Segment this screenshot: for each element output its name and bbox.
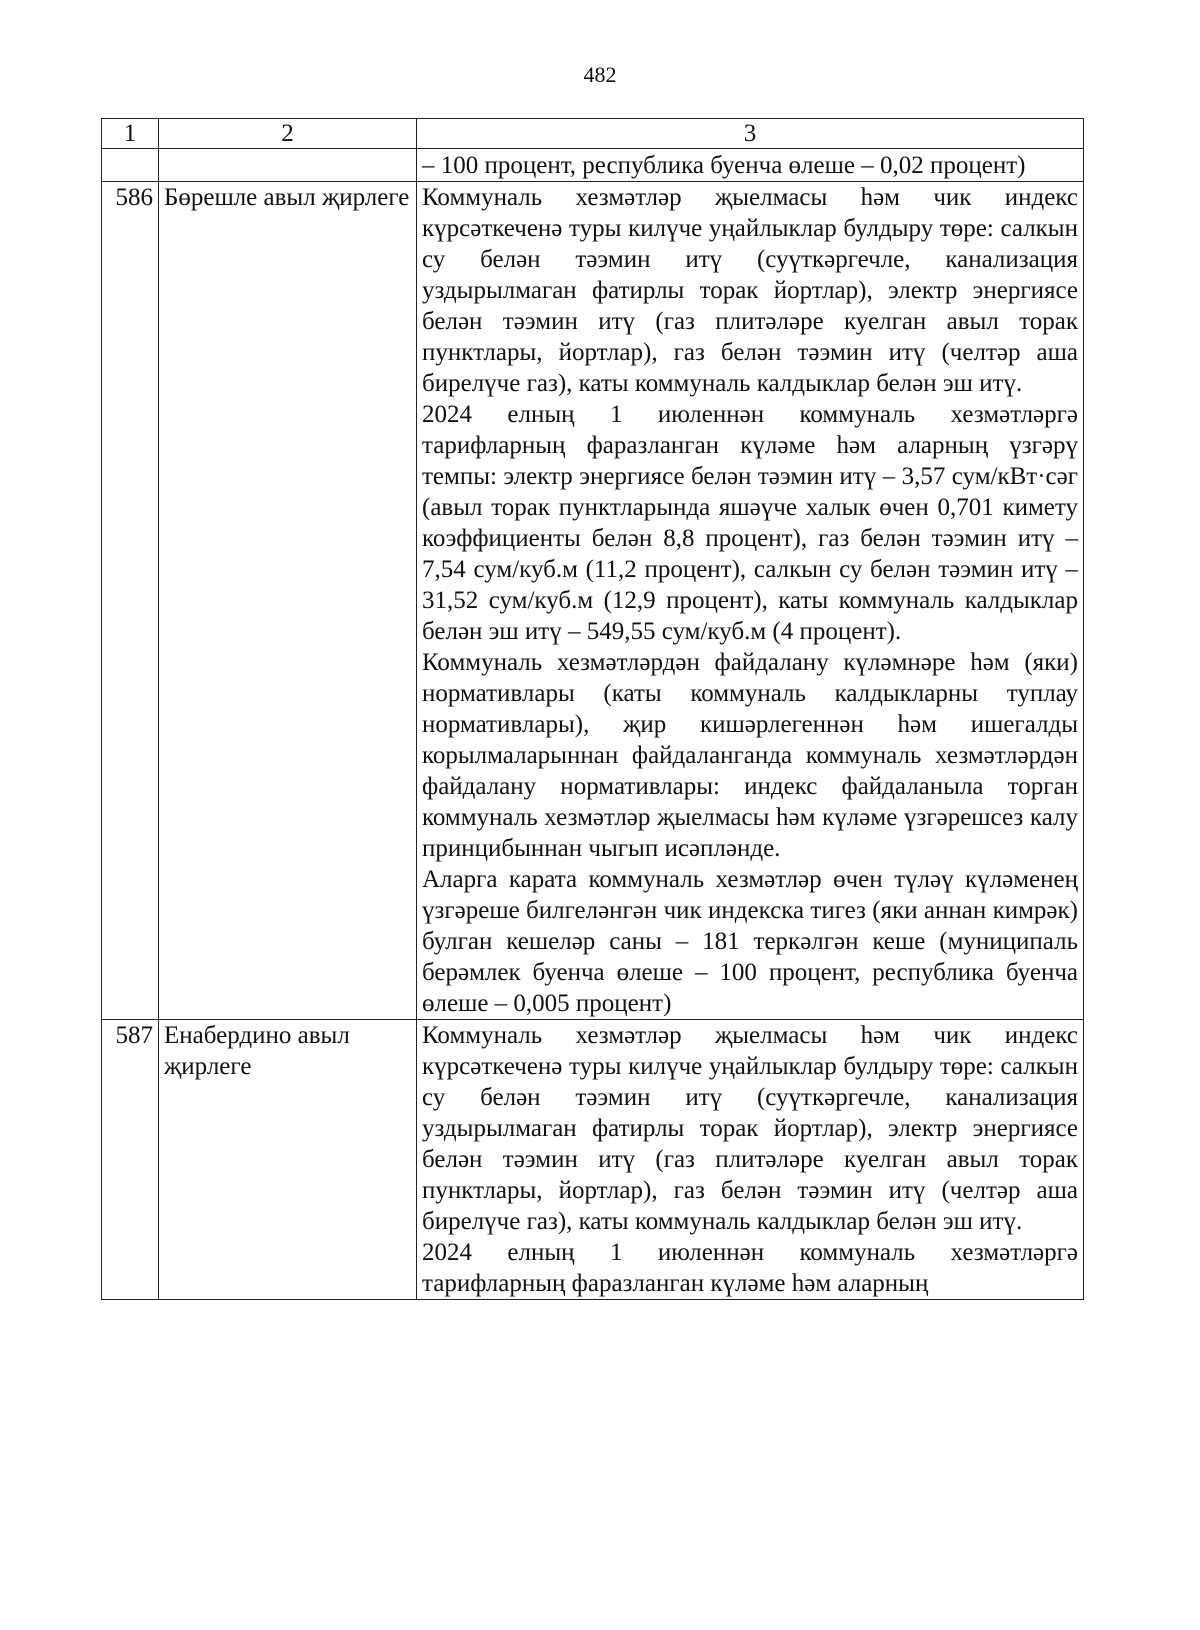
description-cell bbox=[417, 149, 1084, 182]
table-row bbox=[102, 1020, 1084, 1300]
description-paragraph: 2024 елның 1 июленнән коммуналь хезмәтләргә тарифларның фаразланган күләме һәм аларның bbox=[422, 1239, 1078, 1297]
row-number: 587 bbox=[102, 1020, 159, 1300]
settlement-name: Бөрешле авыл җирлеге bbox=[159, 182, 417, 1020]
description-paragraph: Коммуналь хезмәтләр җыелмасы һәм чик индекс күрсәткеченә туры килүче уңайлыклар булдыру төре: салкын су белән тәэмин итү (суүткәргечле, канализация уздырылмаган фатирлы торак йортлар), электр энергиясе белән тәэмин итү (газ плитәләре куелган авыл торак пунктлары, йортлар), газ белән тәэмин итү (челтәр аша бирелүче газ), каты коммуналь калдыклар белән эш итү. bbox=[422, 184, 1078, 397]
row-number bbox=[102, 149, 159, 182]
table-header-row bbox=[102, 119, 1084, 149]
table-row bbox=[102, 182, 1084, 1020]
column-header-3: 3 bbox=[417, 119, 1084, 149]
column-header-2: 2 bbox=[159, 119, 417, 149]
tariff-table bbox=[101, 118, 1084, 1300]
row-number: 586 bbox=[102, 182, 159, 1020]
description-paragraph: Коммуналь хезмәтләр җыелмасы һәм чик индекс күрсәткеченә туры килүче уңайлыклар булдыру төре: салкын су белән тәэмин итү (суүткәргечле, канализация уздырылмаган фатирлы торак йортлар), электр энергиясе белән тәэмин итү (газ плитәләре куелган авыл торак пунктлары, йортлар), газ белән тәэмин итү (челтәр аша бирелүче газ), каты коммуналь калдыклар белән эш итү. bbox=[422, 1022, 1078, 1235]
settlement-name: Енабердино авыл җирлеге bbox=[159, 1020, 417, 1300]
description-cell bbox=[417, 1020, 1084, 1300]
description-cell bbox=[417, 182, 1084, 1020]
column-header-1: 1 bbox=[102, 119, 159, 149]
description-paragraph: Коммуналь хезмәтләрдән файдалану күләмнәре һәм (яки) нормативлары (каты коммуналь калдыкларны туплау нормативлары), җир кишәрлегеннән һәм ишегалды корылмаларыннан файдаланганда коммуналь хезмәтләрдән файдалану нормативлары: индекс файдаланыла торган коммуналь хезмәтләр җыелмасы һәм күләме үзгәрешсез калу принцибыннан чыгып исәпләнде. bbox=[422, 649, 1078, 862]
settlement-name bbox=[159, 149, 417, 182]
page-number: 482 bbox=[583, 62, 617, 87]
description-paragraph: – 100 процент, республика буенча өлеше – 0,02 процент) bbox=[422, 152, 1026, 179]
table-row-continuation bbox=[102, 149, 1084, 182]
description-paragraph: 2024 елның 1 июленнән коммуналь хезмәтләргә тарифларның фаразланган күләме һәм аларның үзгәрү темпы: электр энергиясе белән тәэмин итү – 3,57 сум/кВт·сәг (авыл торак пунктларында яшәүче халык өчен 0,701 кимету коэффициенты белән 8,8 процент), газ белән тәэмин итү – 7,54 сум/куб.м (11,2 процент), салкын су белән тәэмин итү – 31,52 сум/куб.м (12,9 процент), каты коммуналь калдыклар белән эш итү – 549,55 сум/куб.м (4 процент). bbox=[422, 401, 1078, 645]
description-paragraph: Аларга карата коммуналь хезмәтләр өчен түләү күләменең үзгәреше билгеләнгән чик индекска тигез (яки аннан кимрәк) булган кешеләр саны – 181 теркәлгән кеше (муниципаль берәмлек буенча өлеше – 100 процент, республика буенча өлеше – 0,005 процент) bbox=[422, 866, 1078, 1017]
